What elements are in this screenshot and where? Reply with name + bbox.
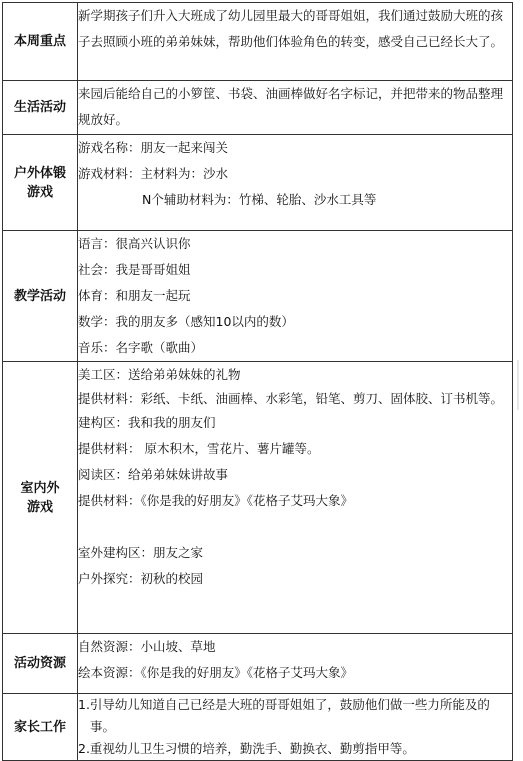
outdoor-explore: 户外探究：初秋的校园	[78, 571, 204, 586]
spacer	[78, 514, 512, 540]
teaching-content	[78, 231, 513, 362]
row-focus	[3, 3, 513, 81]
focus-content	[78, 3, 513, 81]
art-area: 美工区：送给弟弟妹妹的礼物	[78, 367, 241, 382]
scroll-indicator-top	[517, 360, 519, 410]
natural-resources: 自然资源：小山坡、草地	[78, 639, 216, 654]
indoor-label-line-2: 游戏	[26, 499, 53, 515]
teaching-math: 数学：我的朋友多（感知10以内的数）	[78, 314, 294, 329]
outdoor-aux-material: N个辅助材料为：竹梯、轮胎、沙水工具等	[142, 192, 377, 207]
life-text: 来园后能给自己的小箩筐、书袋、油画棒做好名字标记，并把带来的物品整理规放好。	[78, 86, 504, 127]
outdoor-game-material: 游戏材料：主材料为：沙水	[78, 166, 229, 181]
life-label: 生活活动	[3, 81, 78, 135]
weekly-plan-table	[2, 2, 513, 761]
build-area: 建构区：我和我的朋友们	[78, 415, 216, 430]
indoor-label-line-1: 室内外	[20, 480, 60, 496]
row-life	[3, 81, 513, 135]
outdoor-game-name: 游戏名称：朋友一起来闯关	[78, 140, 229, 155]
row-indoor	[3, 362, 513, 634]
outdoor-build-area: 室外建构区：朋友之家	[78, 545, 204, 560]
outdoor-content	[78, 135, 513, 231]
resources-label: 活动资源	[3, 634, 78, 694]
focus-text: 新学期孩子们升入大班成了幼儿园里最大的哥哥姐姐，我们通过鼓励大班的孩子去照顾小班的弟弟妹妹，帮助他们体验角色的转变，感受自己已经长大了。	[78, 8, 504, 49]
picture-book-resources: 绘本资源：《你是我的好朋友》《花格子艾玛大象》	[78, 665, 354, 680]
resources-content	[78, 634, 513, 694]
row-outdoor	[3, 135, 513, 231]
teaching-pe: 体育：和朋友一起玩	[78, 288, 191, 303]
teaching-language: 语言：很高兴认识你	[78, 236, 191, 251]
outdoor-label-line-2: 游戏	[26, 184, 53, 200]
life-content	[78, 81, 513, 135]
row-parents	[3, 694, 513, 761]
indoor-label	[3, 362, 78, 634]
outdoor-label	[3, 135, 78, 231]
parents-label: 家长工作	[3, 694, 78, 761]
read-materials: 提供材料：《你是我的好朋友》《花格子艾玛大象》	[78, 493, 354, 508]
focus-label: 本周重点	[3, 3, 78, 81]
teaching-social: 社会：我是哥哥姐姐	[78, 262, 191, 277]
parents-item-1: 1.引导幼儿知道自己已经是大班的哥哥姐姐了，鼓励他们做一些力所能及的事。	[78, 697, 490, 734]
build-materials: 提供材料： 原木积木，雪花片、薯片罐等。	[78, 441, 320, 456]
teaching-music: 音乐：名字歌（歌曲）	[78, 340, 204, 355]
indoor-content	[78, 362, 513, 634]
row-resources	[3, 634, 513, 694]
read-area: 阅读区：给弟弟妹妹讲故事	[78, 467, 229, 482]
art-materials: 提供材料：彩纸、卡纸、油画棒、水彩笔，铅笔、剪刀、固体胶、订书机等。	[78, 391, 504, 406]
parents-content	[78, 694, 513, 761]
outdoor-label-line-1: 户外体锻	[13, 165, 66, 181]
row-teaching	[3, 231, 513, 362]
teaching-label: 教学活动	[3, 231, 78, 362]
parents-item-2: 2.重视幼儿卫生习惯的培养，勤洗手、勤换衣、勤剪指甲等。	[78, 741, 415, 756]
